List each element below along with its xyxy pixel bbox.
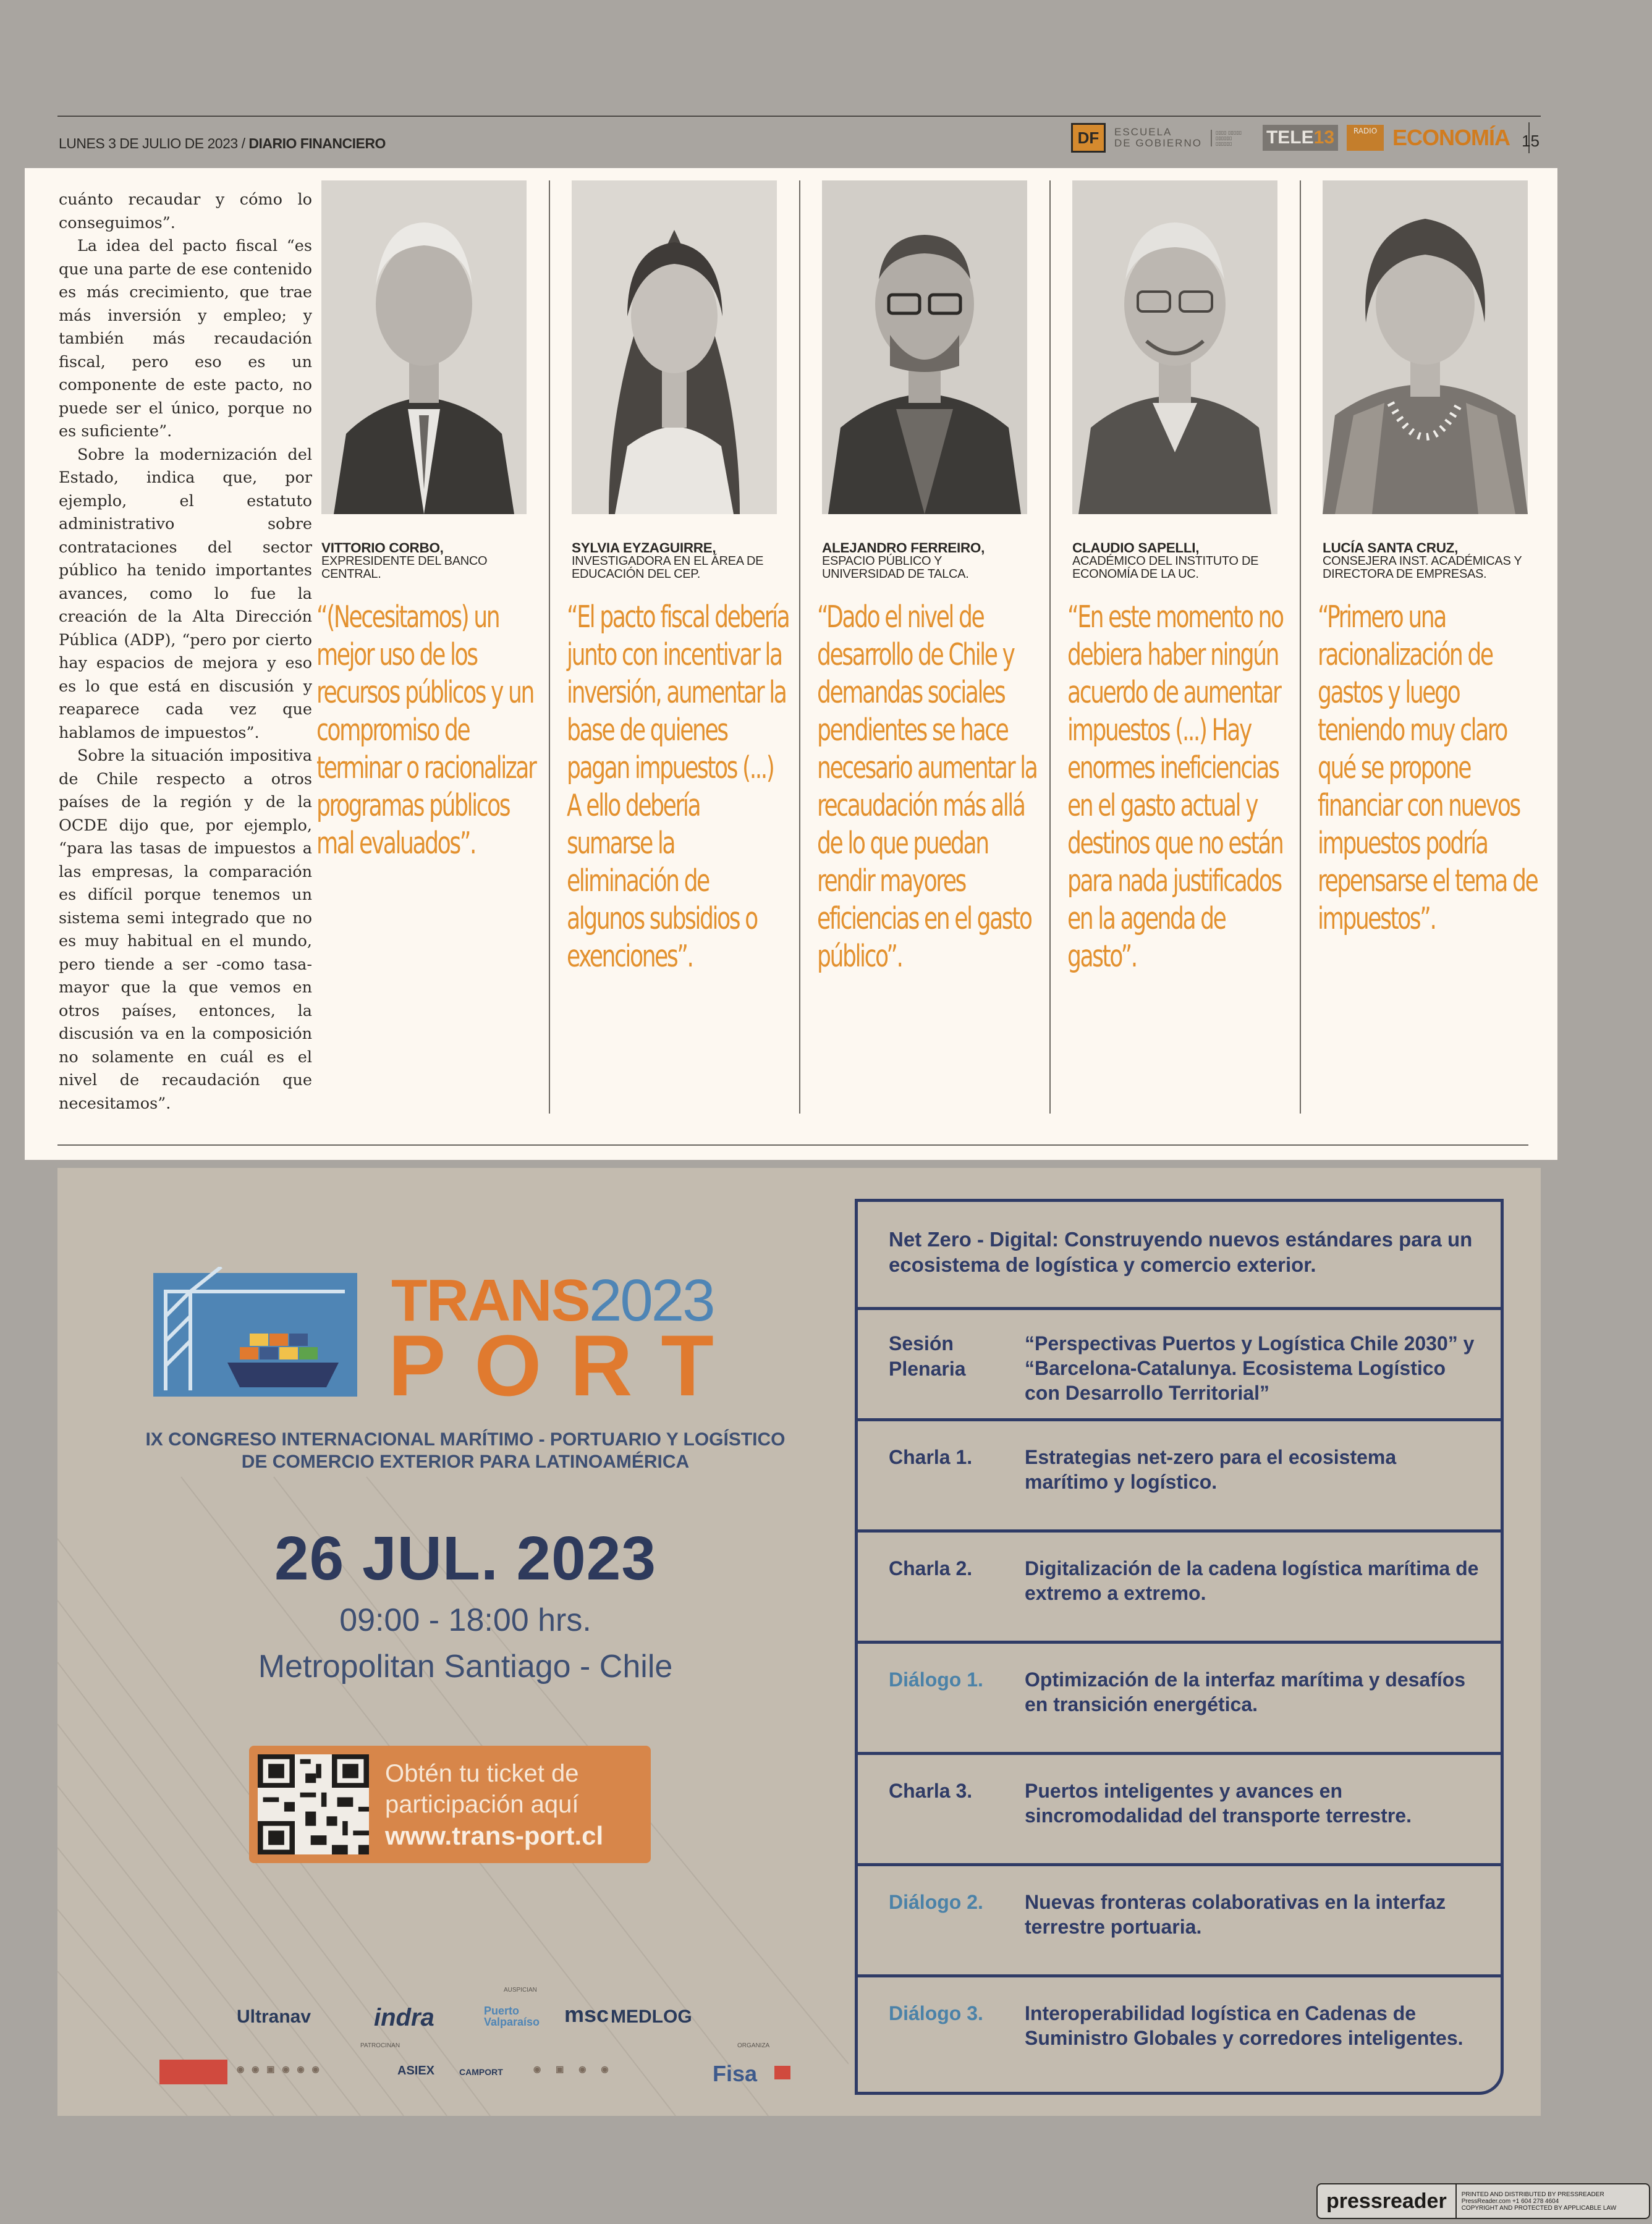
camport-logo: CAMPORT — [459, 2067, 503, 2077]
congress-subtitle: IX CONGRESO INTERNACIONAL MARÍTIMO - PORTUARIO Y LOGÍSTICO DE COMERCIO EXTERIOR PARA LATINOAMÉRICA — [145, 1429, 786, 1472]
article-panel — [25, 168, 1557, 1160]
person-quote: “Primero una racionalización de gastos y luego teniendo muy claro qué se propone financiar con nuevos impuestos podría repensarse el tema de impuestos”. — [1318, 599, 1538, 936]
agenda-item — [858, 1307, 1501, 1418]
logo-trans: TRANS — [391, 1267, 590, 1334]
qr-code-icon[interactable] — [258, 1754, 369, 1854]
agenda-label: Diálogo 3. — [889, 2002, 983, 2024]
transport-logo — [153, 1267, 821, 1414]
pressreader-badge[interactable] — [1316, 2183, 1650, 2219]
person-role: CONSEJERA INST. ACADÉMICAS Y DIRECTORA DE EMPRESAS. — [1323, 554, 1522, 581]
column-divider — [1300, 180, 1301, 1114]
header-logos — [1071, 121, 1530, 155]
organiza-label: ORGANIZA — [737, 2042, 770, 2049]
radio-logo: RADIO — [1347, 125, 1384, 151]
header-date: LUNES 3 DE JULIO DE 2023 / DIARIO FINANCIERO — [59, 135, 386, 151]
page-header — [57, 121, 1541, 158]
portrait-photo — [1323, 180, 1528, 514]
medlog-logo: MEDLOG — [611, 2006, 692, 2027]
section-title: ECONOMÍA — [1392, 125, 1510, 150]
event-place: Metropolitan Santiago - Chile — [258, 1649, 673, 1685]
column-divider — [549, 180, 550, 1114]
portrait-photo — [321, 180, 527, 514]
agenda-item — [858, 1641, 1501, 1752]
ultranav-logo: Ultranav — [237, 2006, 311, 2027]
university-logo: ▯▯▯▯ ▯▯▯▯▯ ▯▯▯▯▯▯ ▯▯▯▯▯▯ — [1211, 130, 1254, 146]
tele13-logo: TELE 13 — [1263, 125, 1338, 151]
person-name: LUCÍA SANTA CRUZ, — [1323, 540, 1459, 556]
msc-logo: msc — [564, 2002, 609, 2027]
portrait-photo — [822, 180, 1027, 514]
agenda-text: Optimización de la interfaz marítima y desafíos en transición energética. — [1025, 1668, 1466, 1715]
person-quote: “Dado el nivel de desarrollo de Chile y demandas sociales pendientes se hace necesario aumentar la recaudación más allá de lo que puedan rendir mayores eficiencias en el gasto público”. — [817, 599, 1037, 974]
agenda-item — [858, 1752, 1501, 1863]
patrocinan-logos: ◉ ◉ ▣ ◉ ◉ ◉ — [237, 2064, 322, 2074]
portrait-photo — [572, 180, 777, 514]
government-logo — [159, 2060, 227, 2084]
agenda-label: Diálogo 1. — [889, 1668, 983, 1691]
sponsors-strip — [237, 1987, 793, 2098]
agenda-item — [858, 1863, 1501, 1974]
escuela-gobierno-logo: ESCUELA DE GOBIERNO — [1114, 126, 1202, 149]
ticket-cta[interactable] — [249, 1746, 651, 1863]
person-role: ESPACIO PÚBLICO Y UNIVERSIDAD DE TALCA. — [822, 554, 969, 581]
article-bottom-rule — [57, 1144, 1528, 1146]
person-role: ACADÉMICO DEL INSTITUTO DE ECONOMÍA DE LA UC. — [1072, 554, 1259, 581]
person-name: ALEJANDRO FERREIRO, — [822, 540, 985, 556]
more-sponsor-logos: ◉ ▣ ◉ ◉ — [533, 2064, 615, 2074]
paragraph: Sobre la situación impositiva de Chile respecto a otros países de la región y de la OCDE dijo que, por ejemplo, “para las tasas de impuestos a las empresas, la comparación es difícil porque tenemos un sistema semi integrado que no es muy habitual en el mundo, pero tiende a ser -como tasa- mayor que la que vemos en otros países, entonces, la discusión va en la composición no solamente en cuál es el nivel de recaudación que necesitamos”. — [59, 746, 312, 1113]
column-divider — [799, 180, 800, 1114]
fisa-flag-icon — [774, 2066, 790, 2079]
indra-logo: indra — [374, 2004, 434, 2031]
ticket-url-link[interactable]: www.trans-port.cl — [385, 1821, 604, 1850]
agenda-label: Diálogo 2. — [889, 1891, 983, 1913]
agenda-label: Charla 1. — [889, 1446, 973, 1468]
agenda-text: Nuevas fronteras colaborativas en la interfaz terrestre portuaria. — [1025, 1891, 1446, 1938]
paragraph: La idea del pacto fiscal “es que una parte de ese contenido es más crecimiento, que trae más inversión y empleo; y también más recaudación fiscal, pero eso es un componente de este pacto, no puede ser el único, porque no es suficiente”. — [59, 237, 312, 441]
agenda-item — [858, 1418, 1501, 1529]
agenda-text: Estrategias net-zero para el ecosistema marítimo y logístico. — [1025, 1446, 1397, 1493]
agenda-text: “Perspectivas Puertos y Logística Chile 2030” y “Barcelona-Catalunya. Ecosistema Logístico con Desarrollo Territorial” — [1025, 1332, 1475, 1404]
person-quote: “(Necesitamos) un mejor uso de los recursos públicos y un compromiso de terminar o racionalizar programas públicos mal evaluados”. — [316, 599, 536, 861]
event-date: 26 JUL. 2023 — [274, 1524, 656, 1593]
asiex-logo: ASIEX — [397, 2064, 435, 2078]
person-name: SYLVIA EYZAGUIRRE, — [572, 540, 716, 556]
transport-2023-ad — [57, 1168, 1541, 2116]
agenda-text: Interoperabilidad logística en Cadenas de Suministro Globales y corredores inteligentes. — [1025, 2002, 1464, 2049]
page-number: 15 — [1522, 132, 1540, 150]
paragraph: cuánto recaudar y cómo lo conseguimos”. — [59, 190, 312, 232]
article-body — [59, 188, 312, 1115]
event-hours: 09:00 - 18:00 hrs. — [339, 1602, 591, 1638]
fisa-logo: Fisa — [713, 2061, 758, 2086]
agenda-box — [855, 1199, 1504, 2095]
person-role: EXPRESIDENTE DEL BANCO CENTRAL. — [321, 554, 488, 581]
agenda-text: Puertos inteligentes y avances en sincromodalidad del transporte terrestre. — [1025, 1780, 1412, 1827]
port-crane-icon — [153, 1267, 376, 1403]
agenda-label: Charla 2. — [889, 1557, 973, 1579]
patrocinan-label: PATROCINAN — [360, 2042, 400, 2049]
person-name: VITTORIO CORBO, — [321, 540, 444, 556]
pressreader-logo[interactable]: pressreader — [1318, 2184, 1457, 2218]
puerto-valparaiso-logo: Puerto Valparaíso — [484, 2005, 540, 2028]
person-quote: “El pacto fiscal debería junto con incentivar la inversión, aumentar la base de quienes pagan impuestos (...) A ello debería sumarse la eliminación de algunos subsidios o exenciones”. — [567, 599, 789, 974]
portrait-photo — [1072, 180, 1277, 514]
agenda-item — [858, 1529, 1501, 1641]
agenda-item — [858, 1974, 1501, 2092]
agenda-label: Charla 3. — [889, 1780, 973, 1802]
df-logo: DF — [1071, 123, 1106, 153]
column-divider — [1049, 180, 1051, 1114]
agenda-label: Sesión Plenaria — [889, 1332, 966, 1380]
person-role: INVESTIGADORA EN EL ÁREA DE EDUCACIÓN DEL CEP. — [572, 554, 764, 581]
header-rule — [57, 116, 1541, 117]
agenda-text: Digitalización de la cadena logística marítima de extremo a extremo. — [1025, 1557, 1479, 1604]
logo-year: 2023 — [589, 1267, 714, 1334]
paragraph: Sobre la modernización del Estado, indica que, por ejemplo, el estatuto administrativo sobre contrataciones del sector público ha tenido importantes avances, como lo fue la creación de la Alta Dirección Pública (ADP), “pero por cierto hay espacios de mejora y eso es lo que está en discusión y reaparece cada vez que hablamos de impuestos”. — [59, 445, 312, 742]
agenda-headline: Net Zero - Digital: Construyendo nuevos estándares para un ecosistema de logística y comercio exterior. — [889, 1228, 1473, 1276]
person-quote: “En este momento no debiera haber ningún acuerdo de aumentar impuestos (...) Hay enormes ineficiencias en el gasto actual y destinos que no están para nada justificados en la agenda de gasto”. — [1067, 599, 1283, 974]
person-name: CLAUDIO SAPELLI, — [1072, 540, 1200, 556]
ticket-text: Obtén tu ticket de participación aquí — [385, 1760, 579, 1818]
auspician-label: AUSPICIAN — [504, 1987, 537, 1994]
pressreader-copyright: PRINTED AND DISTRIBUTED BY PRESSREADER PressReader.com +1 604 278 4604 COPYRIGHT AND PROTECTED BY APPLICABLE LAW — [1461, 2191, 1617, 2212]
logo-port: PORT — [388, 1317, 742, 1414]
